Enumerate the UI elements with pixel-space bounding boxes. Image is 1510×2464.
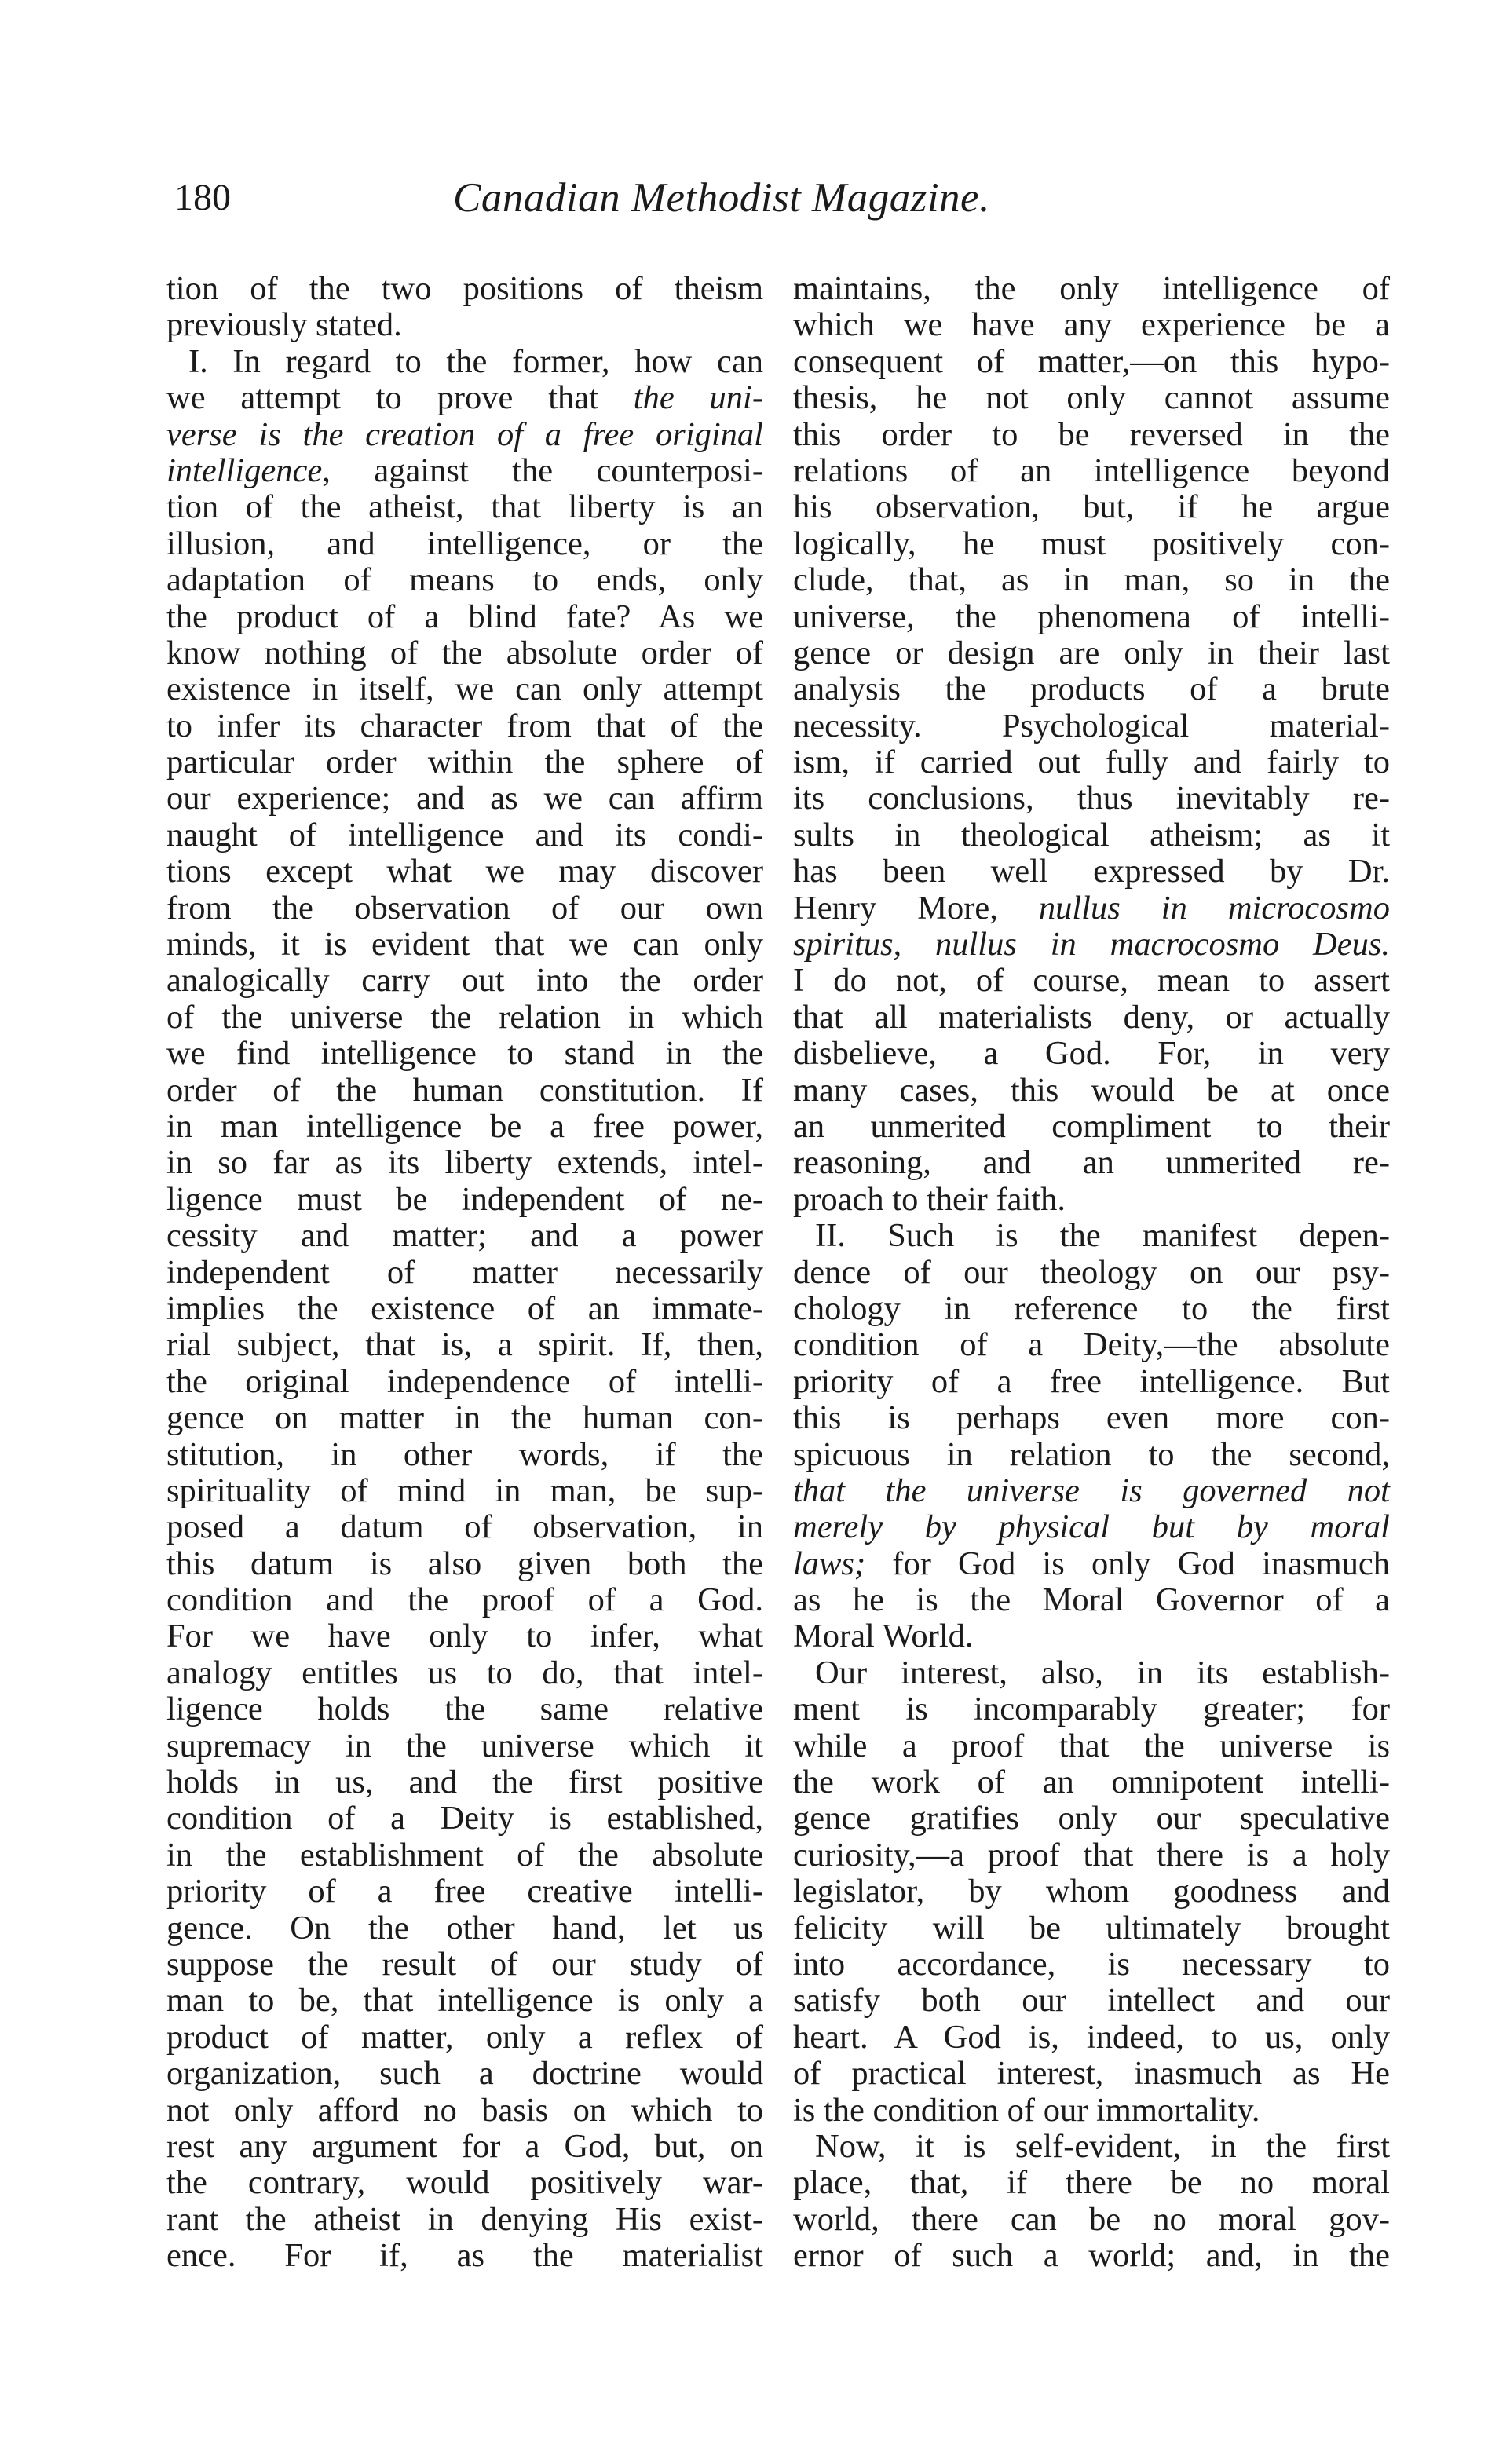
text-line: Now, it is self-evident, in the first [815,2127,1390,2165]
text-line: condition and the proof of a God. [166,1581,763,1619]
text-line: I. In regard to the former, how can [188,342,763,380]
text-line [166,453,763,489]
text-line: maintains, the only intelligence of [793,270,1390,307]
text-line [793,927,1390,963]
text-line: necessity. Psychological material- [793,707,1390,744]
text-fragment: we attempt to prove that [166,379,634,417]
text-line: many cases, this would be at once [793,1071,1390,1109]
right-column [793,271,1390,2274]
text-line: is the condition of our immortality. [793,2091,1260,2129]
text-line: relations of an intelligence beyond [793,451,1390,489]
text-line: in the establishment of the absolute [166,1836,763,1874]
text-line: cessity and matter; and a power [166,1217,763,1255]
text-line: ence. For if, as the materialist [166,2237,763,2275]
text-line: gence. On the other hand, let us [166,1909,763,1947]
text-line: product of matter, only a reflex of [166,2018,763,2056]
running-title: Canadian Methodist Magazine. [453,175,990,221]
text-line: gence gratifies only our speculative [793,1800,1390,1837]
text-line: of the universe the relation in which [166,998,763,1036]
text-line: man to be, that intelligence is only a [166,1982,763,2020]
text-line: universe, the phenomena of intelli- [793,598,1390,635]
text-line [166,417,763,453]
text-line: supremacy in the universe which it [166,1727,763,1764]
text-line: consequent of matter,—on this hypo- [793,342,1390,380]
text-line: his observation, but, if he argue [793,488,1390,526]
text-line: condition of a Deity is established, [166,1800,763,1837]
text-line: posed a datum of observation, in [166,1508,763,1546]
text-line: place, that, if there be no moral [793,2164,1390,2202]
text-line [793,1473,1390,1509]
text-line: stitution, in other words, if the [166,1435,763,1473]
text-line: analogy entitles us to do, that intel- [166,1654,763,1691]
text-line: its conclusions, thus inevitably re- [793,780,1390,817]
text-line: ment is incomparably greater; for [793,1691,1390,1728]
text-line: of practical interest, inasmuch as He [793,2055,1390,2093]
text-line: independent of matter necessarily [166,1253,763,1291]
italic-fragment: nullus in microcosmo [1038,889,1390,927]
italic-fragment: verse is the creation of a free original [166,415,763,453]
text-line: which we have any experience be a [793,306,1390,344]
text-line: gence on matter in the human con- [166,1399,763,1437]
text-line: heart. A God is, indeed, to us, only [793,2018,1390,2056]
text-line: to infer its character from that of the [166,707,763,744]
text-line: felicity will be ultimately brought [793,1909,1390,1947]
page-number: 180 [174,177,231,218]
italic-fragment: that the universe is governed not [793,1471,1390,1509]
text-line: the product of a blind fate? As we [166,598,763,635]
text-line: spicuous in relation to the second, [793,1435,1390,1473]
text-line: analogically carry out into the order [166,962,763,1000]
text-line: from the observation of our own [166,889,763,927]
text-line: our experience; and as we can affirm [166,780,763,817]
text-line: suppose the result of our study of [166,1945,763,1983]
page-header [174,174,1399,229]
text-line: while a proof that the universe is [793,1727,1390,1764]
text-line: proach to their faith. [793,1180,1066,1218]
text-line: condition of a Deity,—the absolute [793,1326,1390,1364]
text-line: organization, such a doctrine would [166,2055,763,2093]
text-line: an unmerited compliment to their [793,1107,1390,1145]
text-fragment: for God is only God inasmuch [865,1545,1390,1582]
text-line: I do not, of course, mean to assert [793,962,1390,1000]
text-line: dence of our theology on our psy- [793,1253,1390,1291]
text-line: tion of the two positions of theism [166,270,763,307]
text-line: order of the human constitution. If [166,1071,763,1109]
text-line: tions except what we may discover [166,853,763,890]
text-line: ernor of such a world; and, in the [793,2237,1390,2275]
text-fragment: Henry More, [793,889,1039,927]
text-line: this datum is also given both the [166,1545,763,1582]
text-line: implies the existence of an immate- [166,1289,763,1327]
text-line: previously stated. [166,306,402,344]
text-line: illusion, and intelligence, or the [166,525,763,562]
text-line: ism, if carried out fully and fairly to [793,744,1390,781]
text-line: For we have only to infer, what [166,1618,763,1655]
text-line: reasoning, and an unmerited re- [793,1144,1390,1182]
text-line: ligence must be independent of ne- [166,1180,763,1218]
text-line: in man intelligence be a free power, [166,1107,763,1145]
text-line: logically, he must positively con- [793,525,1390,562]
text-line: naught of intelligence and its condi- [166,816,763,854]
text-line: clude, that, as in man, so in the [793,561,1390,599]
text-line: holds in us, and the first positive [166,1764,763,1801]
italic-fragment: merely by physical but by moral [793,1508,1390,1546]
text-line: world, there can be no moral gov- [793,2200,1390,2238]
italic-fragment: intelligence [166,451,323,489]
text-line: we find intelligence to stand in the [166,1035,763,1073]
text-line: Our interest, also, in its establish- [815,1654,1390,1691]
text-line: as he is the Moral Governor of a [793,1581,1390,1619]
text-line: rest any argument for a God, but, on [166,2127,763,2165]
text-line: priority of a free creative intelli- [166,1873,763,1910]
text-line: gence or design are only in their last [793,634,1390,671]
text-line: minds, it is evident that we can only [166,926,763,963]
text-line: the contrary, would positively war- [166,2164,763,2202]
text-line: the original independence of intelli- [166,1362,763,1400]
text-line: spirituality of mind in man, be sup- [166,1471,763,1509]
text-line: adaptation of means to ends, only [166,561,763,599]
text-line: in so far as its liberty extends, intel- [166,1144,763,1182]
text-line: particular order within the sphere of [166,744,763,781]
text-line: has been well expressed by Dr. [793,853,1390,890]
text-fragment: , against the counterposi- [322,451,763,489]
text-line: tion of the atheist, that liberty is an [166,488,763,526]
text-line: disbelieve, a God. For, in very [793,1035,1390,1073]
text-line: the work of an omnipotent intelli- [793,1764,1390,1801]
text-line: II. Such is the manifest depen- [815,1217,1390,1255]
text-line: thesis, he not only cannot assume [793,379,1390,417]
text-line [793,890,1390,927]
text-line: legislator, by whom goodness and [793,1873,1390,1910]
text-line: priority of a free intelligence. But [793,1362,1390,1400]
text-line: rant the atheist in denying His exist- [166,2200,763,2238]
text-line: Moral World. [793,1618,974,1655]
italic-fragment: spiritus, nullus in macrocosmo Deus. [793,926,1390,963]
text-line: rial subject, that is, a spirit. If, then, [166,1326,763,1364]
text-line [793,1546,1390,1582]
text-line [793,1509,1390,1545]
text-line: curiosity,—a proof that there is a holy [793,1836,1390,1874]
text-line [166,380,763,416]
text-line: that all materialists deny, or actually [793,998,1390,1036]
text-line: ligence holds the same relative [166,1691,763,1728]
text-line: satisfy both our intellect and our [793,1982,1390,2020]
text-line: into accordance, is necessary to [793,1945,1390,1983]
text-line: this is perhaps even more con- [793,1399,1390,1437]
text-line: this order to be reversed in the [793,415,1390,453]
text-line: analysis the products of a brute [793,671,1390,708]
italic-fragment: laws; [793,1545,866,1582]
text-line: not only afford no basis on which to [166,2091,763,2129]
text-line: existence in itself, we can only attempt [166,671,763,708]
text-line: chology in reference to the first [793,1289,1390,1327]
text-line: know nothing of the absolute order of [166,634,763,671]
italic-fragment: the uni- [633,379,763,417]
text-line: sults in theological atheism; as it [793,816,1390,854]
left-column [166,271,763,2274]
